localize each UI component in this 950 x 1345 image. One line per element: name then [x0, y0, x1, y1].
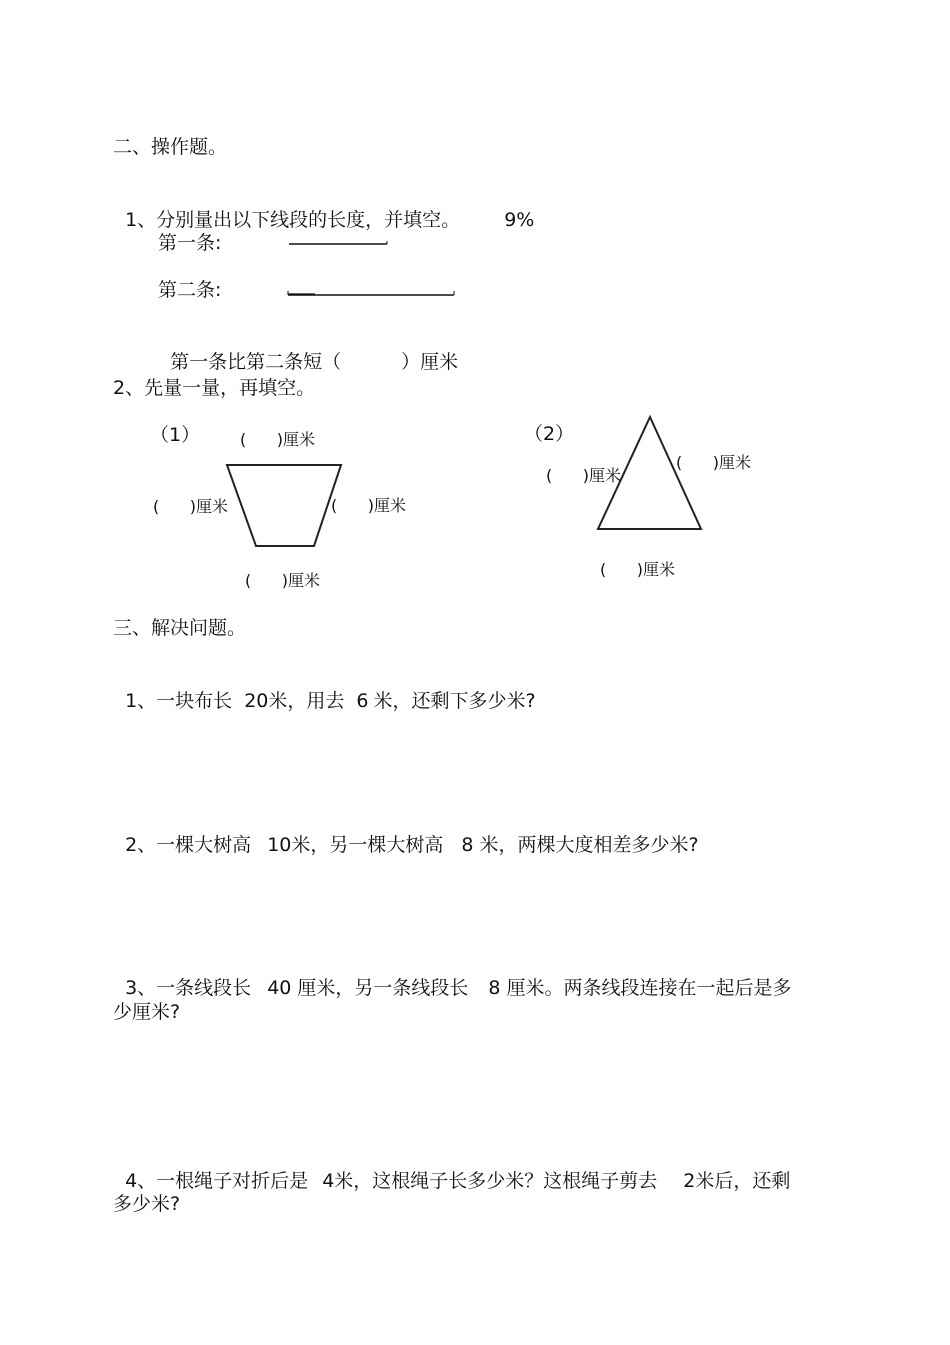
- problem-2: [113, 809, 699, 857]
- problem-1-number-2: 6: [356, 690, 369, 712]
- trapezoid-left-blank: ( )厘米: [153, 497, 229, 516]
- problem-3-part-b: 厘米，另一条线段长: [297, 977, 469, 999]
- question-2-text: 2、先量一量，再填空。: [113, 377, 316, 399]
- problem-1: [113, 665, 536, 713]
- question-1-prompt: 1、分别量出以下线段的长度，并填空。: [125, 209, 461, 231]
- trapezoid-right-blank: ( )厘米: [331, 496, 407, 515]
- problem-3-line-1: [113, 952, 792, 1000]
- problem-3-part-a: 3、一条线段长: [125, 977, 252, 999]
- figure-2-label: （2）: [524, 423, 575, 445]
- problem-4-part-c: 米后，还剩: [695, 1170, 791, 1192]
- problem-1-part-b: 米，用去: [268, 690, 345, 712]
- problem-4-line-2: 多少米?: [113, 1193, 181, 1215]
- problem-4-number-2: 2: [683, 1170, 696, 1192]
- question-1-percent: 9%: [504, 209, 535, 231]
- problem-4-line-1: [113, 1145, 790, 1193]
- problem-1-part-c: 米，还剩下多少米?: [373, 690, 536, 712]
- problem-3-part-c: 厘米。两条线段连接在一起后是多: [506, 977, 792, 999]
- section-heading-operations: 二、操作题。: [113, 136, 228, 158]
- problem-2-part-c: 米，两棵大度相差多少米?: [479, 834, 699, 856]
- line-2-label: 第二条:: [158, 279, 222, 301]
- problem-3-line-2: 少厘米?: [113, 1001, 181, 1023]
- trapezoid-bottom-blank: ( )厘米: [245, 571, 321, 590]
- compare-suffix: ）厘米: [401, 351, 459, 373]
- triangle-bottom-blank: ( )厘米: [600, 560, 676, 579]
- compare-prefix: 第一条比第二条短（: [170, 351, 342, 373]
- segment-1: [289, 241, 387, 244]
- problem-4-part-b: 米，这根绳子长多少米？这根绳子剪去: [334, 1170, 658, 1192]
- problem-4-part-a: 4、一根绳子对折后是: [125, 1170, 309, 1192]
- problem-2-part-b: 米，另一棵大树高: [291, 834, 444, 856]
- problem-1-part-a: 1、一块布长: [125, 690, 233, 712]
- line-1-label: 第一条:: [158, 232, 222, 254]
- trapezoid-top-blank: ( )厘米: [240, 430, 316, 449]
- triangle-right-blank: ( )厘米: [676, 453, 752, 472]
- problem-2-number-2: 8: [461, 834, 474, 856]
- triangle-left-blank: ( )厘米: [546, 466, 622, 485]
- problem-1-number-1: 20: [244, 690, 269, 712]
- problem-2-part-a: 2、一棵大树高: [125, 834, 252, 856]
- segment-2: [288, 291, 454, 295]
- problem-3-number-1: 40: [267, 977, 292, 999]
- problem-4-number-1: 4: [322, 1170, 335, 1192]
- figure-1-label: （1）: [150, 424, 201, 446]
- problem-3-number-2: 8: [488, 977, 501, 999]
- section-heading-problems: 三、解决问题。: [113, 617, 247, 639]
- problem-2-number-1: 10: [267, 834, 292, 856]
- trapezoid-shape: [227, 465, 341, 546]
